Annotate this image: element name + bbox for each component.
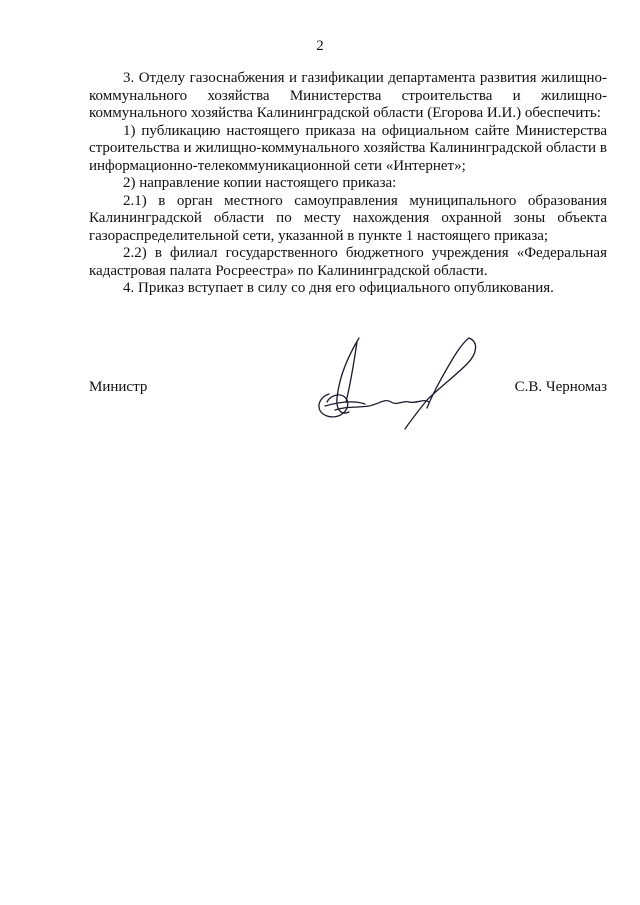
signatory-position: Министр bbox=[89, 379, 148, 395]
order-body bbox=[89, 70, 607, 298]
paragraph-subitem-2-2: 2.2) в филиал государственного бюджетного учреждения «Федеральная кадастровая палата Росреестра» по Калининградской области. bbox=[89, 245, 607, 279]
paragraph-subitem-1: 1) публикацию настоящего приказа на официальном сайте Министерства строительства и жилищно-коммунального хозяйства Калининградской области в информационно-телекоммуникационной сети «Интернет»; bbox=[89, 122, 607, 174]
signatory-name: С.В. Черномаз bbox=[514, 379, 607, 395]
page-number: 2 bbox=[316, 38, 324, 54]
paragraph-item-4: 4. Приказ вступает в силу со дня его официального опубликования. bbox=[123, 280, 554, 296]
paragraph-subitem-2: 2) направление копии настоящего приказа: bbox=[123, 175, 397, 191]
paragraph-subitem-2-1: 2.1) в орган местного самоуправления муниципального образования Калининградской области по месту нахождения охранной зоны объекта газораспределительной сети, указанной в пункте 1 настоящего приказа; bbox=[89, 192, 607, 244]
handwritten-signature bbox=[299, 336, 499, 431]
signature-block bbox=[89, 378, 607, 438]
paragraph-item-3: 3. Отделу газоснабжения и газификации департамента развития жилищно-коммунального хозяйства Министерства строительства и жилищно-коммунального хозяйства Калининградской области (Егорова И.И.) обеспечить: bbox=[89, 70, 607, 121]
